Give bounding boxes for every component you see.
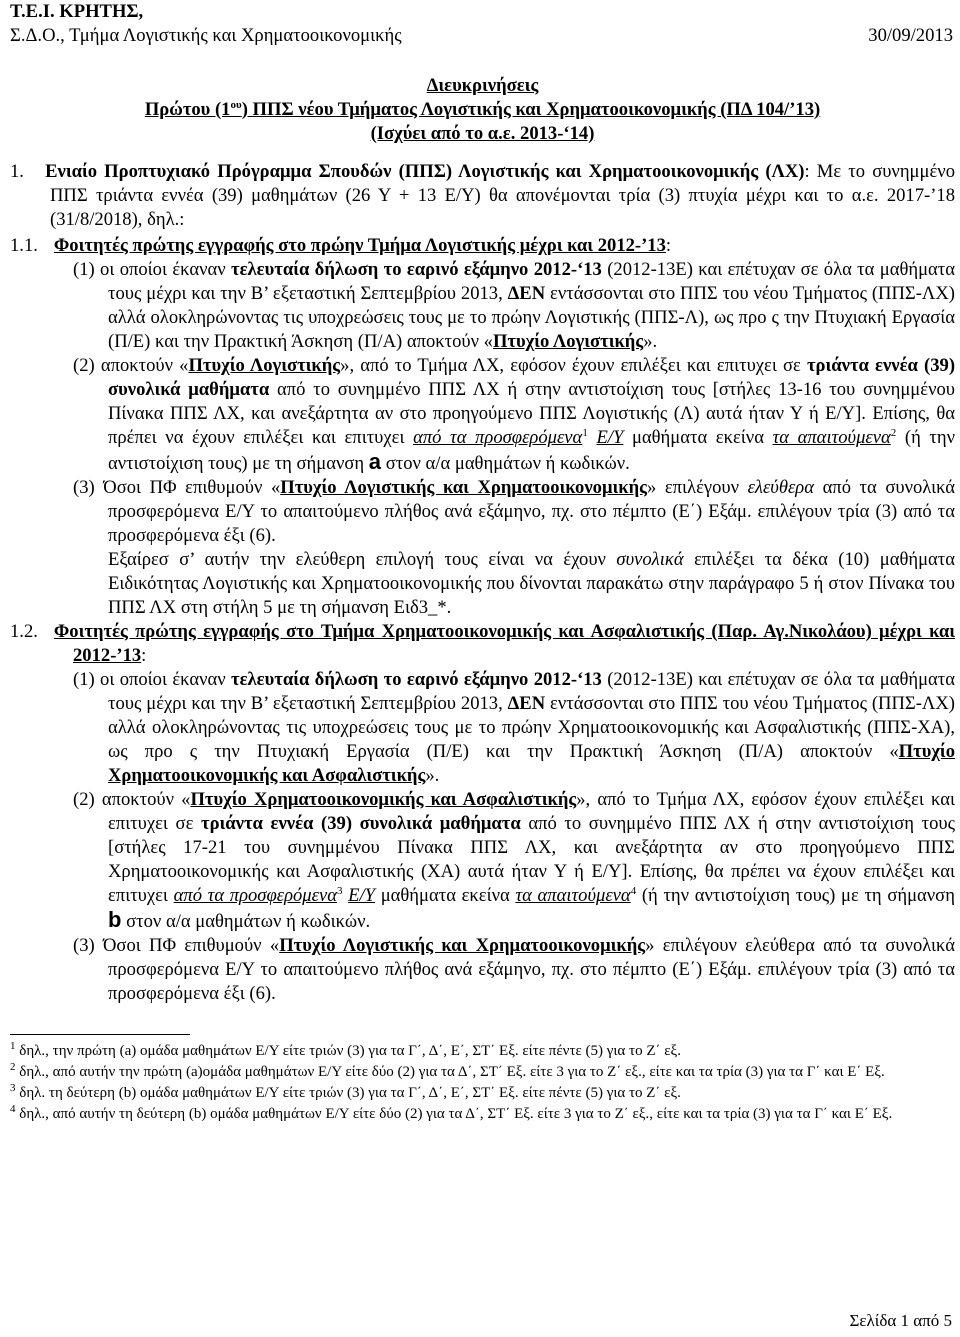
title-line-3: (Ισχύει από το α.ε. 2013-‘14) <box>370 123 595 144</box>
institution-name: Τ.Ε.Ι. ΚΡΗΤΗΣ, <box>10 1 144 22</box>
title-line-2: Πρώτου $(1^{o\upsilon})$ ΠΠΣ νέου Τμήματος Λογιστικής και Χρηματοοικονομικής (ΠΔ 104/’13) <box>144 98 821 120</box>
document-title <box>10 74 955 146</box>
footnotes <box>10 1041 955 1125</box>
section-1-2-number: 1.2. <box>10 621 38 642</box>
list-item: (3) Όσοι ΠΦ επιθυμούν «Πτυχίο Λογιστικής και Χρηματοοικονομικής» επιλέγουν ελεύθερα από τα συνολικά προσφερόμενα Ε/Υ το απαιτούμενο πλήθος ανά εξάμηνο, πχ. στο πέμπτο (Ε΄) Εξάμ. επιλέγουν τρία (3) από τα προσφερόμενα έξι (6). <box>73 935 955 1004</box>
title-line-1: Διευκρινήσεις <box>426 75 539 96</box>
list-item: (2) αποκτούν «Πτυχίο Χρηματοοικονομικής και Ασφαλιστικής», από το Τμήμα ΛΧ, εφόσον έχουν επιλέξει και επιτυχει σε τριάντα εννέα (39) συνολικά μαθήματα από το συνημμένο ΠΠΣ ΛΧ ή στην αντιστοίχιση τους [στήλες 17-21 του συνημμένου Πίνακα ΠΠΣ ΛΧ, και ανεξάρτητα αν στο προηγούμενο ΠΠΣ Χρηματοοικονομικής και Ασφαλιστικής (ΧΑ) αυτά ήταν Υ ή Ε/Υ]. Επίσης, θα πρέπει να έχουν επιλέξει και επιτυχει από τα προσφερόμενα$^3$ Ε/Υ μαθήματα εκείνα τα απαιτούμενα$^4$ (ή την αντιστοίχιση τους) με τη σήμανση b στον α/α μαθημάτων ή κωδικών. <box>73 789 956 932</box>
footnote: $^4$ δηλ., από αυτήν τη δεύτερη (b) ομάδα μαθημάτων Ε/Υ είτε δύο (2) για τα Δ΄, ΣΤ΄ Εξ. είτε 3 για το Ζ΄ εξ., είτε και τα τρία (3) για τα Γ΄ και Ε΄ Εξ. <box>10 1103 893 1122</box>
section-1-1-heading: Φοιτητές πρώτης εγγραφής στο πρώην Τμήμα Λογιστικής μέχρι και 2012-’13 <box>53 235 666 256</box>
section-1-number: 1. <box>10 161 24 182</box>
section-1-text: : Με το συνημμένο ΠΠΣ τριάντα εννέα (39) μαθημάτων (26 Υ + 13 Ε/Υ) θα απονέμονται τρία (3) πτυχία μέχρι και το α.ε. 2017-’18 (31/8/2018), δηλ.: <box>50 161 955 230</box>
list-item: (3) Όσοι ΠΦ επιθυμούν «Πτυχίο Λογιστικής και Χρηματοοικονομικής» επιλέγουν ελεύθερα από τα συνολικά προσφερόμενα Ε/Υ το απαιτούμενο πλήθος ανά εξάμηνο, πχ. στο πέμπτο (Ε΄) Εξάμ. επιλέγουν τρία (3) από τα προσφερόμενα έξι (6). <box>73 477 956 546</box>
section-1-2-heading: Φοιτητές πρώτης εγγραφής στο Τμήμα Χρηματοοικονομικής και Ασφαλιστικής (Παρ. Αγ.Νικολάου) μέχρι και 2012-’13 <box>53 621 955 666</box>
footnote-separator <box>10 1034 190 1035</box>
section-1-heading: Ενιαίο Προπτυχιακό Πρόγραμμα Σπουδών (ΠΠΣ) Λογιστικής και Χρηματοοικονομικής (ΛΧ) <box>45 161 805 182</box>
list-item: (1) οι οποίοι έκαναν τελευταία δήλωση το εαρινό εξάμηνο 2012-‘13 (2012-13Ε) και επέτυχαν σε όλα τα μαθήματα τους μέχρι και την Β’ εξεταστική Σεπτεμβρίου 2013, ΔΕΝ εντάσσονται στο ΠΠΣ του νέου Τμήματος (ΠΠΣ-ΛΧ) αλλά ολοκληρώνοντας τις υποχρεώσεις τους με το πρώην Λογιστικής (ΠΠΣ-Λ), ως προ ς την Πτυχιακή Εργασία (Π/Ε) και την Πρακτική Άσκηση (Π/Α) αποκτούν «Πτυχίο Λογιστικής». <box>73 259 956 352</box>
institution-header <box>10 0 955 48</box>
list-item-note: Εξαίρεσ σ’ αυτήν την ελεύθερη επιλογή τους είναι να έχουν συνολικά επιλέξει τα δέκα (10) μαθήματα Ειδικότητας Λογιστικής και Χρηματοοικονομικής που δίνονται παρακάτω στην παράγραφο 5 ή στον Πίνακα του ΠΠΣ ΛΧ στη στήλη 5 με τη σήμανση Ειδ3_*. <box>108 549 955 618</box>
department-line <box>10 24 955 48</box>
section-1-2: 1.2. Φοιτητές πρώτης εγγραφής στο Τμήμα Χρηματοοικονομικής και Ασφαλιστικής (Παρ. Αγ.Νικολάου) μέχρι και 2012-’13: (1) οι οποίοι έκαναν τελευταία δήλωση το εαρινό εξάμηνο 2012-‘13 (2012-13Ε) και επέτυχαν σε όλα τα μαθήματα τους μέχρι και την Β’ εξεταστική Σεπτεμβρίου 2013, ΔΕΝ εντάσσονται στο ΠΠΣ του νέου Τμήματος (ΠΠΣ-ΛΧ) αλλά ολοκληρώνοντας τις υποχρεώσεις τους με το πρώην Χρηματοοικονομικής και Ασφαλιστικής (ΠΠΣ-ΧΑ), ως προ ς την Πτυχιακή Εργασία (Π/Ε) και την Πρακτική Άσκηση (Π/Α) αποκτούν «Πτυχίο Χρηματοοικονομικής και Ασφαλιστικής». (2) αποκτούν «Πτυχίο Χρηματοοικονομικής και Ασφαλιστικής», από το Τμήμα ΛΧ, εφόσον έχουν επιλέξει και επιτυχει σε τριάντα εννέα (39) συνολικά μαθήματα από το συνημμένο ΠΠΣ ΛΧ ή στην αντιστοίχιση τους [στήλες 17-21 του συνημμένου Πίνακα ΠΠΣ ΛΧ, και ανεξάρτητα αν στο προηγούμενο ΠΠΣ Χρηματοοικονομικής και Ασφαλιστικής (ΧΑ) αυτά ήταν Υ ή Ε/Υ]. Επίσης, θα πρέπει να έχουν επιλέξει και επιτυχει από τα προσφερόμενα$^3$ Ε/Υ μαθήματα εκείνα τα απαιτούμενα$^4$ (ή την αντιστοίχιση τους) με τη σήμανση b στον α/α μαθημάτων ή κωδικών. (3) Όσοι ΠΦ επιθυμούν «Πτυχίο Λογιστικής και Χρηματοοικονομικής» επιλέγουν ελεύθερα από τα συνολικά προσφερόμενα Ε/Υ το απαιτούμενο πλήθος ανά εξάμηνο, πχ. στο πέμπτο (Ε΄) Εξάμ. επιλέγουν τρία (3) από τα προσφερόμενα έξι (6). <box>10 621 956 1004</box>
footnote: $^1$ δηλ., την πρώτη (a) ομάδα μαθημάτων Ε/Υ είτε τριών (3) για τα Γ΄, Δ΄, Ε΄, ΣΤ΄ Εξ. είτε πέντε (5) για το Ζ΄ εξ. <box>10 1040 681 1059</box>
section-1-1-number: 1.1. <box>10 235 38 256</box>
page-number: Σελίδα 1 από 5 <box>849 1311 952 1330</box>
section-1 <box>10 160 955 232</box>
department-name: Σ.Δ.Ο., Τμήμα Λογιστικής και Χρηματοοικονομικής <box>10 25 402 46</box>
footnote: $^3$ δηλ. τη δεύτερη (b) ομάδα μαθημάτων Ε/Υ είτε τριών (3) για τα Γ΄, Δ΄, Ε΄, ΣΤ΄ Εξ. είτε πέντε (5) για το Ζ΄ εξ. <box>10 1082 681 1101</box>
document-page <box>10 0 955 1125</box>
list-item: (1) οι οποίοι έκαναν τελευταία δήλωση το εαρινό εξάμηνο 2012-‘13 (2012-13Ε) και επέτυχαν σε όλα τα μαθήματα τους μέχρι και την Β’ εξεταστική Σεπτεμβρίου 2013, ΔΕΝ εντάσσονται στο ΠΠΣ του νέου Τμήματος (ΠΠΣ-ΛΧ) αλλά ολοκληρώνοντας τις υποχρεώσεις τους με το πρώην Χρηματοοικονομικής και Ασφαλιστικής (ΠΠΣ-ΧΑ), ως προ ς την Πτυχιακή Εργασία (Π/Ε) και την Πρακτική Άσκηση (Π/Α) αποκτούν «Πτυχίο Χρηματοοικονομικής και Ασφαλιστικής». <box>73 669 956 786</box>
document-date: 30/09/2013 <box>868 25 953 46</box>
section-1-1: 1.1. Φοιτητές πρώτης εγγραφής στο πρώην Τμήμα Λογιστικής μέχρι και 2012-’13: (1) οι οποίοι έκαναν τελευταία δήλωση το εαρινό εξάμηνο 2012-‘13 (2012-13Ε) και επέτυχαν σε όλα τα μαθήματα τους μέχρι και την Β’ εξεταστική Σεπτεμβρίου 2013, ΔΕΝ εντάσσονται στο ΠΠΣ του νέου Τμήματος (ΠΠΣ-ΛΧ) αλλά ολοκληρώνοντας τις υποχρεώσεις τους με το πρώην Λογιστικής (ΠΠΣ-Λ), ως προ ς την Πτυχιακή Εργασία (Π/Ε) και την Πρακτική Άσκηση (Π/Α) αποκτούν «Πτυχίο Λογιστικής». (2) αποκτούν «Πτυχίο Λογιστικής», από το Τμήμα ΛΧ, εφόσον έχουν επιλέξει και επιτυχει σε τριάντα εννέα (39) συνολικά μαθήματα από το συνημμένο ΠΠΣ ΛΧ ή στην αντιστοίχιση τους [στήλες 13-16 του συνημμένου Πίνακα ΠΠΣ ΛΧ, και ανεξάρτητα αν στο προηγούμενο ΠΠΣ Λογιστικής (Λ) αυτά ήταν Υ ή Ε/Υ]. Επίσης, θα πρέπει να έχουν επιλέξει και επιτυχει από τα προσφερόμενα$^1$ Ε/Υ μαθήματα εκείνα τα απαιτούμενα$^2$ (ή την αντιστοίχιση τους) με τη σήμανση a στον α/α μαθημάτων ή κωδικών. (3) Όσοι ΠΦ επιθυμούν «Πτυχίο Λογιστικής και Χρηματοοικονομικής» επιλέγουν ελεύθερα από τα συνολικά προσφερόμενα Ε/Υ το απαιτούμενο πλήθος ανά εξάμηνο, πχ. στο πέμπτο (Ε΄) Εξάμ. επιλέγουν τρία (3) από τα προσφερόμενα έξι (6). Εξαίρεσ σ’ αυτήν την ελεύθερη επιλογή τους είναι να έχουν συνολικά επιλέξει τα δέκα (10) μαθήματα Ειδικότητας Λογιστικής και Χρηματοοικονομικής που δίνονται παρακάτω στην παράγραφο 5 ή στον Πίνακα του ΠΠΣ ΛΧ στη στήλη 5 με τη σήμανση Ειδ3_*. <box>10 235 956 618</box>
list-item: (2) αποκτούν «Πτυχίο Λογιστικής», από το Τμήμα ΛΧ, εφόσον έχουν επιλέξει και επιτυχει σε τριάντα εννέα (39) συνολικά μαθήματα από το συνημμένο ΠΠΣ ΛΧ ή στην αντιστοίχιση τους [στήλες 13-16 του συνημμένου Πίνακα ΠΠΣ ΛΧ, και ανεξάρτητα αν στο προηγούμενο ΠΠΣ Λογιστικής (Λ) αυτά ήταν Υ ή Ε/Υ]. Επίσης, θα πρέπει να έχουν επιλέξει και επιτυχει από τα προσφερόμενα$^1$ Ε/Υ μαθήματα εκείνα τα απαιτούμενα$^2$ (ή την αντιστοίχιση τους) με τη σήμανση a στον α/α μαθημάτων ή κωδικών. <box>73 355 956 474</box>
footnote: $^2$ δηλ., από αυτήν την πρώτη (a)ομάδα μαθημάτων Ε/Υ είτε δύο (2) για τα Δ΄, ΣΤ΄ Εξ. είτε 3 για το Ζ΄ εξ., είτε και τα τρία (3) για τα Γ΄ και Ε΄ Εξ. <box>10 1061 885 1080</box>
